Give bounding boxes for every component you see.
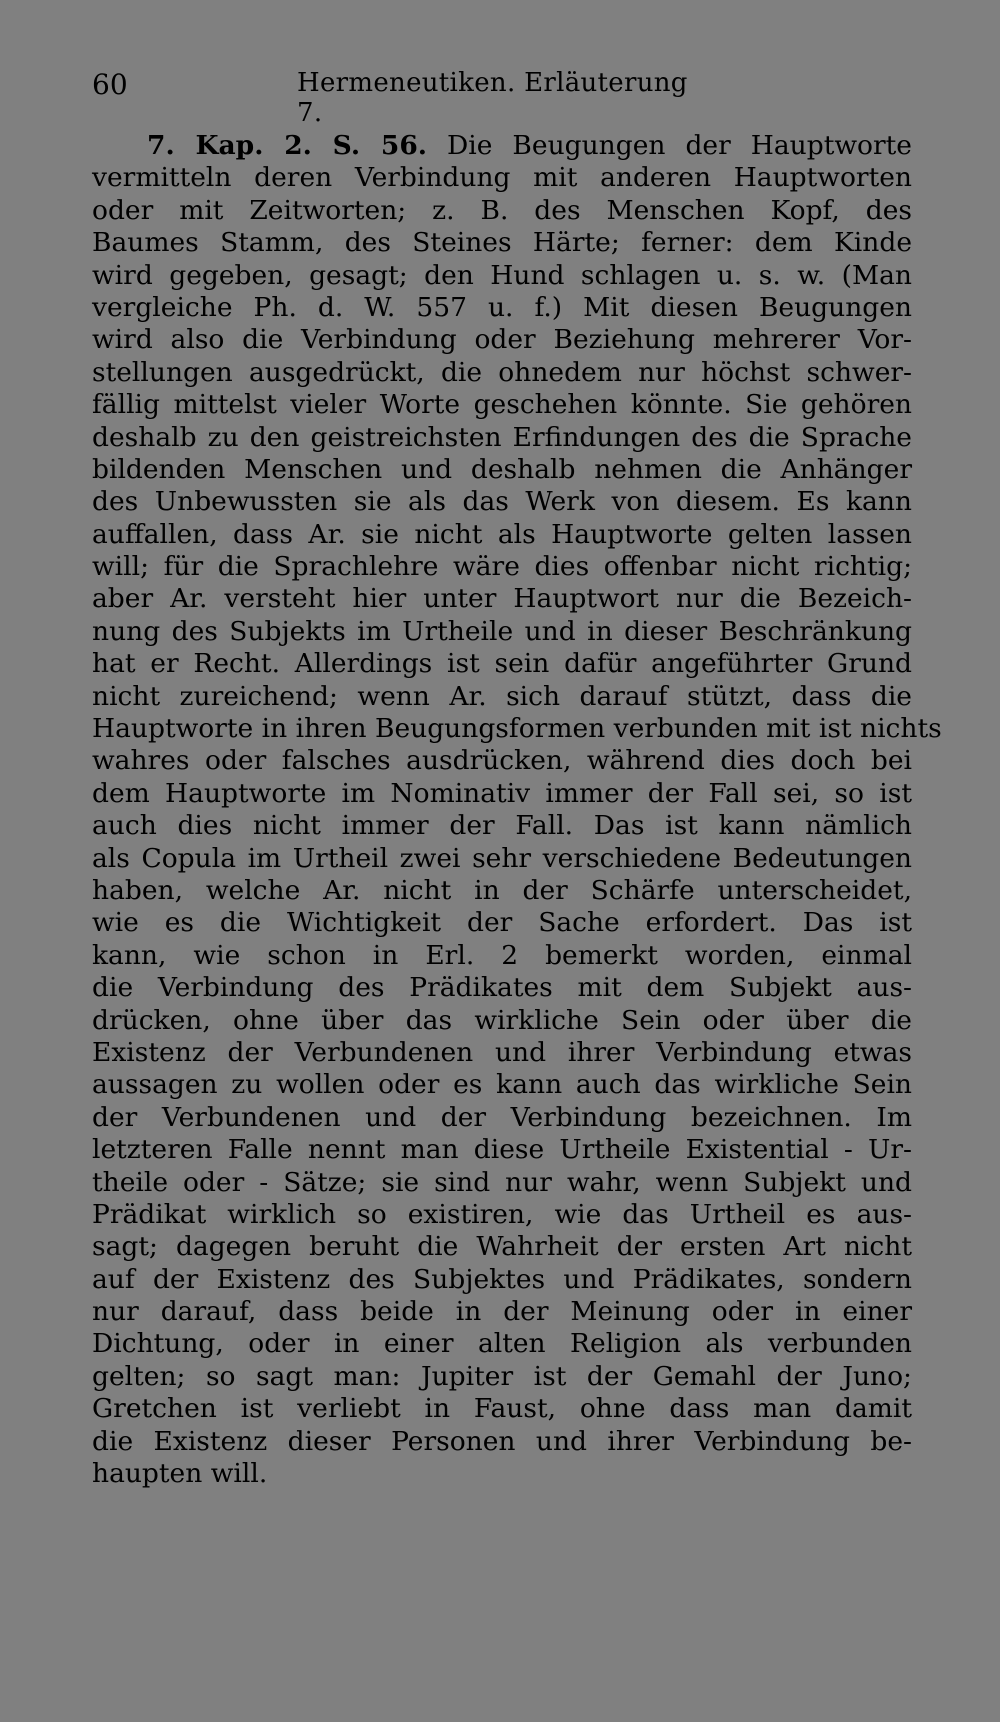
text-line: aussagen zu wollen oder es kann auch das wirkliche Sein [92,1069,912,1101]
text-line: auffallen, dass Ar. sie nicht als Hauptworte gelten lassen [92,518,912,550]
text-line: will; für die Sprachlehre wäre dies offenbar nicht richtig; [92,551,912,583]
text-line: gelten; so sagt man: Jupiter ist der Gemahl der Juno; [92,1360,912,1392]
text-line: Dichtung, oder in einer alten Religion als verbunden [92,1328,912,1360]
text-line: die Verbindung des Prädikates mit dem Subjekt aus- [92,972,912,1004]
text-line: nicht zureichend; wenn Ar. sich darauf stützt, dass die [92,680,912,712]
page-number: 60 [92,68,128,101]
text-line: wahres oder falsches ausdrücken, während dies doch bei [92,745,912,777]
text-line: nung des Subjekts im Urtheile und in dieser Beschränkung [92,615,912,647]
page-header [92,68,712,128]
text-line: wird gegeben, gesagt; den Hund schlagen u. s. w. (Man [92,259,912,291]
text-line: drücken, ohne über das wirkliche Sein oder über die [92,1004,912,1036]
text-line: wie es die Wichtigkeit der Sache erfordert. Das ist [92,907,912,939]
text-line: auf der Existenz des Subjektes und Prädikates, sondern [92,1263,912,1295]
section-reference: 7. Kap. 2. S. 56. [147,130,428,161]
running-head: Hermeneutiken. Erläuterung 7. [297,68,688,128]
text-line: letzteren Falle nennt man diese Urtheile Existential - Ur- [92,1134,912,1166]
text-line: Existenz der Verbundenen und ihrer Verbindung etwas [92,1036,912,1068]
text-line: theile oder - Sätze; sie sind nur wahr, wenn Subjekt und [92,1166,912,1198]
text-line-content: Die Beugungen der Hauptworte [447,130,912,161]
text-line: vergleiche Ph. d. W. 557 u. f.) Mit diesen Beugungen [92,291,912,323]
text-line: haupten will. [92,1458,268,1490]
text-line: der Verbundenen und der Verbindung bezeichnen. Im [92,1101,912,1133]
text-line: bildenden Menschen und deshalb nehmen die Anhänger [92,453,912,485]
text-line: hat er Recht. Allerdings ist sein dafür angeführter Grund [92,648,912,680]
text-line: nur darauf, dass beide in der Meinung oder in einer [92,1296,912,1328]
text-line: Gretchen ist verliebt in Faust, ohne dass man damit [92,1393,912,1425]
text-line: auch dies nicht immer der Fall. Das ist kann nämlich [92,810,912,842]
text-line: die Existenz dieser Personen und ihrer Verbindung be- [92,1425,912,1457]
text-line: Prädikat wirklich so existiren, wie das Urtheil es aus- [92,1198,912,1230]
text-line: stellungen ausgedrückt, die ohnedem nur höchst schwer- [92,356,912,388]
text-line: kann, wie schon in Erl. 2 bemerkt worden, einmal [92,939,912,971]
text-line: fällig mittelst vieler Worte geschehen könnte. Sie gehören [92,389,912,421]
text-line: aber Ar. versteht hier unter Hauptwort nur die Bezeich- [92,583,912,615]
text-line: als Copula im Urtheil zwei sehr verschiedene Bedeutungen [92,842,912,874]
text-line: Hauptworte in ihren Beugungsformen verbunden mit ist nichts [92,713,942,745]
text-line: wird also die Verbindung oder Beziehung mehrerer Vor- [92,324,912,356]
text-line: sagt; dagegen beruht die Wahrheit der ersten Art nicht [92,1231,912,1263]
text-line: deshalb zu den geistreichsten Erfindungen des die Sprache [92,421,912,453]
text-line: haben, welche Ar. nicht in der Schärfe unterscheidet, [92,874,912,906]
text-line [92,130,912,162]
text-line: oder mit Zeitworten; z. B. des Menschen Kopf, des [92,194,912,226]
text-line: vermitteln deren Verbindung mit anderen Hauptworten [92,162,912,194]
text-line: Baumes Stamm, des Steines Härte; ferner: dem Kinde [92,227,912,259]
body-text [92,130,942,1490]
text-line: des Unbewussten sie als das Werk von diesem. Es kann [92,486,912,518]
text-line: dem Hauptworte im Nominativ immer der Fall sei, so ist [92,777,912,809]
